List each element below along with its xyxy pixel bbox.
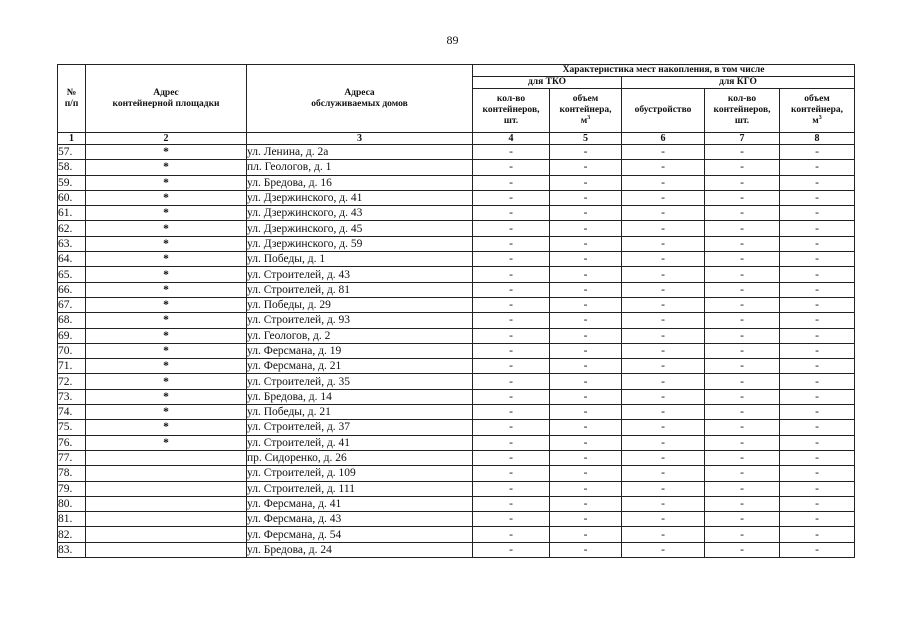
column-number: 4 xyxy=(473,133,550,145)
tko-count-cell: - xyxy=(473,542,550,557)
row-number: 64. xyxy=(58,252,86,267)
kgo-volume-cell: - xyxy=(780,420,855,435)
site-address-cell: * xyxy=(86,420,247,435)
served-address-cell: ул. Ферсмана, д. 41 xyxy=(247,496,473,511)
kgo-volume-cell: - xyxy=(780,374,855,389)
kgo-count-cell: - xyxy=(705,450,780,465)
tko-count-cell: - xyxy=(473,481,550,496)
site-address-cell: * xyxy=(86,160,247,175)
kgo-arrangement-cell: - xyxy=(622,343,705,358)
tko-volume-cell: - xyxy=(550,435,622,450)
tko-count-cell: - xyxy=(473,527,550,542)
kgo-count-cell: - xyxy=(705,359,780,374)
site-address-cell: * xyxy=(86,221,247,236)
kgo-count-cell: - xyxy=(705,206,780,221)
kgo-volume-cell: - xyxy=(780,267,855,282)
tko-count-cell: - xyxy=(473,450,550,465)
tko-volume-cell: - xyxy=(550,405,622,420)
tko-volume-cell: - xyxy=(550,496,622,511)
table-row xyxy=(58,236,855,251)
tko-count-cell: - xyxy=(473,328,550,343)
tko-volume-cell: - xyxy=(550,343,622,358)
tko-count-cell: - xyxy=(473,145,550,160)
tko-count-cell: - xyxy=(473,282,550,297)
kgo-arrangement-cell: - xyxy=(622,512,705,527)
kgo-arrangement-cell: - xyxy=(622,297,705,312)
tko-count-cell: - xyxy=(473,206,550,221)
row-number: 74. xyxy=(58,405,86,420)
kgo-arrangement-cell: - xyxy=(622,282,705,297)
tko-volume-cell: - xyxy=(550,236,622,251)
kgo-count-cell: - xyxy=(705,542,780,557)
served-address-cell: ул. Дзержинского, д. 59 xyxy=(247,236,473,251)
row-number: 78. xyxy=(58,466,86,481)
tko-volume-cell: - xyxy=(550,527,622,542)
table-row xyxy=(58,145,855,160)
site-address-cell xyxy=(86,450,247,465)
tko-volume-cell: - xyxy=(550,206,622,221)
served-address-cell: ул. Бредова, д. 16 xyxy=(247,175,473,190)
kgo-count-cell: - xyxy=(705,190,780,205)
row-number: 76. xyxy=(58,435,86,450)
tko-count-cell: - xyxy=(473,175,550,190)
served-address-cell: ул. Строителей, д. 81 xyxy=(247,282,473,297)
site-address-cell xyxy=(86,466,247,481)
site-address-cell: * xyxy=(86,374,247,389)
site-address-cell: * xyxy=(86,206,247,221)
served-address-cell: ул. Ферсмана, д. 21 xyxy=(247,359,473,374)
row-number: 81. xyxy=(58,512,86,527)
table-row xyxy=(58,297,855,312)
table-row xyxy=(58,374,855,389)
tko-volume-cell: - xyxy=(550,328,622,343)
kgo-volume-cell: - xyxy=(780,389,855,404)
table-row xyxy=(58,420,855,435)
kgo-arrangement-cell: - xyxy=(622,267,705,282)
kgo-volume-cell: - xyxy=(780,206,855,221)
kgo-count-cell: - xyxy=(705,466,780,481)
served-address-cell: ул. Строителей, д. 35 xyxy=(247,374,473,389)
row-number: 79. xyxy=(58,481,86,496)
kgo-arrangement-cell: - xyxy=(622,420,705,435)
kgo-volume-cell: - xyxy=(780,190,855,205)
header-site: Адрес контейнерной площадки xyxy=(86,65,247,133)
served-address-cell: ул. Дзержинского, д. 45 xyxy=(247,221,473,236)
site-address-cell: * xyxy=(86,328,247,343)
site-address-cell xyxy=(86,512,247,527)
tko-count-cell: - xyxy=(473,252,550,267)
table-row xyxy=(58,175,855,190)
table-row xyxy=(58,190,855,205)
kgo-count-cell: - xyxy=(705,328,780,343)
table-row xyxy=(58,343,855,358)
tko-volume-cell: - xyxy=(550,145,622,160)
served-address-cell: ул. Строителей, д. 41 xyxy=(247,435,473,450)
tko-volume-cell: - xyxy=(550,542,622,557)
column-number: 6 xyxy=(622,133,705,145)
tko-count-cell: - xyxy=(473,496,550,511)
kgo-arrangement-cell: - xyxy=(622,190,705,205)
kgo-volume-cell: - xyxy=(780,313,855,328)
table-row xyxy=(58,512,855,527)
row-number: 82. xyxy=(58,527,86,542)
site-address-cell xyxy=(86,542,247,557)
row-number: 80. xyxy=(58,496,86,511)
kgo-count-cell: - xyxy=(705,267,780,282)
row-number: 65. xyxy=(58,267,86,282)
row-number: 59. xyxy=(58,175,86,190)
site-address-cell xyxy=(86,527,247,542)
kgo-arrangement-cell: - xyxy=(622,527,705,542)
table-row xyxy=(58,160,855,175)
row-number: 72. xyxy=(58,374,86,389)
row-number: 66. xyxy=(58,282,86,297)
served-address-cell: пл. Геологов, д. 1 xyxy=(247,160,473,175)
site-address-cell: * xyxy=(86,190,247,205)
row-number: 62. xyxy=(58,221,86,236)
row-number: 63. xyxy=(58,236,86,251)
served-address-cell: ул. Ферсмана, д. 19 xyxy=(247,343,473,358)
table-row xyxy=(58,313,855,328)
kgo-count-cell: - xyxy=(705,236,780,251)
kgo-volume-cell: - xyxy=(780,542,855,557)
tko-volume-cell: - xyxy=(550,466,622,481)
table-row xyxy=(58,435,855,450)
column-number: 2 xyxy=(86,133,247,145)
kgo-count-cell: - xyxy=(705,435,780,450)
kgo-volume-cell: - xyxy=(780,359,855,374)
kgo-count-cell: - xyxy=(705,282,780,297)
site-address-cell: * xyxy=(86,236,247,251)
kgo-volume-cell: - xyxy=(780,328,855,343)
table-row xyxy=(58,542,855,557)
column-number: 3 xyxy=(247,133,473,145)
site-address-cell: * xyxy=(86,359,247,374)
tko-count-cell: - xyxy=(473,374,550,389)
kgo-count-cell: - xyxy=(705,420,780,435)
tko-count-cell: - xyxy=(473,221,550,236)
kgo-arrangement-cell: - xyxy=(622,221,705,236)
kgo-count-cell: - xyxy=(705,160,780,175)
kgo-arrangement-cell: - xyxy=(622,236,705,251)
header-kgo-arrangement: обустройство xyxy=(622,89,705,133)
site-address-cell: * xyxy=(86,252,247,267)
kgo-volume-cell: - xyxy=(780,252,855,267)
served-address-cell: ул. Победы, д. 1 xyxy=(247,252,473,267)
site-address-cell: * xyxy=(86,145,247,160)
tko-count-cell: - xyxy=(473,512,550,527)
kgo-count-cell: - xyxy=(705,374,780,389)
row-number: 83. xyxy=(58,542,86,557)
kgo-volume-cell: - xyxy=(780,282,855,297)
containers-table xyxy=(57,64,855,558)
tko-volume-cell: - xyxy=(550,512,622,527)
tko-volume-cell: - xyxy=(550,267,622,282)
kgo-arrangement-cell: - xyxy=(622,542,705,557)
kgo-volume-cell: - xyxy=(780,527,855,542)
header-kgo-count: кол-во контейнеров, шт. xyxy=(705,89,780,133)
kgo-count-cell: - xyxy=(705,175,780,190)
kgo-arrangement-cell: - xyxy=(622,160,705,175)
kgo-count-cell: - xyxy=(705,221,780,236)
kgo-volume-cell: - xyxy=(780,435,855,450)
kgo-volume-cell: - xyxy=(780,481,855,496)
site-address-cell: * xyxy=(86,405,247,420)
tko-count-cell: - xyxy=(473,190,550,205)
tko-count-cell: - xyxy=(473,359,550,374)
tko-volume-cell: - xyxy=(550,297,622,312)
table-row xyxy=(58,389,855,404)
tko-volume-cell: - xyxy=(550,359,622,374)
served-address-cell: ул. Бредова, д. 14 xyxy=(247,389,473,404)
table-row xyxy=(58,206,855,221)
tko-volume-cell: - xyxy=(550,160,622,175)
table-row xyxy=(58,359,855,374)
row-number: 68. xyxy=(58,313,86,328)
kgo-arrangement-cell: - xyxy=(622,466,705,481)
tko-volume-cell: - xyxy=(550,221,622,236)
header-num: № п/п xyxy=(58,65,86,133)
site-address-cell: * xyxy=(86,435,247,450)
kgo-count-cell: - xyxy=(705,527,780,542)
table-row xyxy=(58,466,855,481)
kgo-volume-cell: - xyxy=(780,466,855,481)
tko-count-cell: - xyxy=(473,435,550,450)
served-address-cell: ул. Победы, д. 21 xyxy=(247,405,473,420)
tko-count-cell: - xyxy=(473,267,550,282)
served-address-cell: ул. Геологов, д. 2 xyxy=(247,328,473,343)
table-row xyxy=(58,527,855,542)
tko-count-cell: - xyxy=(473,297,550,312)
kgo-arrangement-cell: - xyxy=(622,496,705,511)
site-address-cell: * xyxy=(86,313,247,328)
served-address-cell: ул. Дзержинского, д. 43 xyxy=(247,206,473,221)
site-address-cell: * xyxy=(86,175,247,190)
tko-count-cell: - xyxy=(473,313,550,328)
kgo-volume-cell: - xyxy=(780,236,855,251)
tko-volume-cell: - xyxy=(550,313,622,328)
kgo-arrangement-cell: - xyxy=(622,359,705,374)
header-tko: для ТКО xyxy=(473,77,622,89)
table-row xyxy=(58,282,855,297)
kgo-count-cell: - xyxy=(705,512,780,527)
table-row xyxy=(58,496,855,511)
tko-count-cell: - xyxy=(473,466,550,481)
row-number: 67. xyxy=(58,297,86,312)
kgo-volume-cell: - xyxy=(780,496,855,511)
tko-count-cell: - xyxy=(473,343,550,358)
kgo-arrangement-cell: - xyxy=(622,252,705,267)
table-row xyxy=(58,405,855,420)
kgo-count-cell: - xyxy=(705,343,780,358)
table-row xyxy=(58,252,855,267)
kgo-arrangement-cell: - xyxy=(622,145,705,160)
row-number: 75. xyxy=(58,420,86,435)
served-address-cell: ул. Строителей, д. 43 xyxy=(247,267,473,282)
row-number: 69. xyxy=(58,328,86,343)
kgo-volume-cell: - xyxy=(780,160,855,175)
page-number: 89 xyxy=(446,33,459,47)
row-number: 77. xyxy=(58,450,86,465)
tko-count-cell: - xyxy=(473,236,550,251)
row-number: 70. xyxy=(58,343,86,358)
kgo-arrangement-cell: - xyxy=(622,175,705,190)
tko-volume-cell: - xyxy=(550,420,622,435)
served-address-cell: ул. Строителей, д. 111 xyxy=(247,481,473,496)
kgo-volume-cell: - xyxy=(780,145,855,160)
tko-count-cell: - xyxy=(473,160,550,175)
tko-count-cell: - xyxy=(473,405,550,420)
table-row xyxy=(58,221,855,236)
header-tko-volume: объем контейнера, $м^3$ xyxy=(550,89,622,133)
row-number: 57. xyxy=(58,145,86,160)
tko-count-cell: - xyxy=(473,389,550,404)
served-address-cell: ул. Ферсмана, д. 54 xyxy=(247,527,473,542)
site-address-cell: * xyxy=(86,297,247,312)
header-kgo-volume: объем контейнера, $м^3$ xyxy=(780,89,855,133)
column-number: 7 xyxy=(705,133,780,145)
served-address-cell: ул. Строителей, д. 37 xyxy=(247,420,473,435)
table-row xyxy=(58,450,855,465)
tko-volume-cell: - xyxy=(550,175,622,190)
site-address-cell xyxy=(86,481,247,496)
tko-volume-cell: - xyxy=(550,252,622,267)
tko-count-cell: - xyxy=(473,420,550,435)
kgo-count-cell: - xyxy=(705,252,780,267)
row-number: 58. xyxy=(58,160,86,175)
header-kgo: для КГО xyxy=(622,77,855,89)
kgo-arrangement-cell: - xyxy=(622,405,705,420)
kgo-arrangement-cell: - xyxy=(622,450,705,465)
column-numbers-row xyxy=(58,133,855,145)
row-number: 73. xyxy=(58,389,86,404)
served-address-cell: ул. Строителей, д. 93 xyxy=(247,313,473,328)
kgo-volume-cell: - xyxy=(780,343,855,358)
tko-volume-cell: - xyxy=(550,374,622,389)
tko-volume-cell: - xyxy=(550,450,622,465)
tko-volume-cell: - xyxy=(550,389,622,404)
table-row xyxy=(58,267,855,282)
column-number: 1 xyxy=(58,133,86,145)
site-address-cell: * xyxy=(86,282,247,297)
table-row xyxy=(58,328,855,343)
served-address-cell: пр. Сидоренко, д. 26 xyxy=(247,450,473,465)
site-address-cell: * xyxy=(86,389,247,404)
table-row xyxy=(58,481,855,496)
kgo-volume-cell: - xyxy=(780,450,855,465)
kgo-count-cell: - xyxy=(705,389,780,404)
kgo-volume-cell: - xyxy=(780,221,855,236)
row-number: 71. xyxy=(58,359,86,374)
tko-volume-cell: - xyxy=(550,190,622,205)
header-tko-count: кол-во контейнеров, шт. xyxy=(473,89,550,133)
kgo-arrangement-cell: - xyxy=(622,328,705,343)
header-group: Характеристика мест накопления, в том числе xyxy=(473,65,855,77)
kgo-arrangement-cell: - xyxy=(622,313,705,328)
kgo-volume-cell: - xyxy=(780,512,855,527)
column-number: 5 xyxy=(550,133,622,145)
served-address-cell: ул. Победы, д. 29 xyxy=(247,297,473,312)
site-address-cell xyxy=(86,496,247,511)
kgo-count-cell: - xyxy=(705,313,780,328)
served-address-cell: ул. Бредова, д. 24 xyxy=(247,542,473,557)
served-address-cell: ул. Ферсмана, д. 43 xyxy=(247,512,473,527)
kgo-count-cell: - xyxy=(705,145,780,160)
column-number: 8 xyxy=(780,133,855,145)
kgo-arrangement-cell: - xyxy=(622,389,705,404)
kgo-count-cell: - xyxy=(705,297,780,312)
kgo-count-cell: - xyxy=(705,496,780,511)
served-address-cell: ул. Дзержинского, д. 41 xyxy=(247,190,473,205)
site-address-cell: * xyxy=(86,267,247,282)
row-number: 61. xyxy=(58,206,86,221)
tko-volume-cell: - xyxy=(550,481,622,496)
served-address-cell: ул. Ленина, д. 2а xyxy=(247,145,473,160)
kgo-arrangement-cell: - xyxy=(622,481,705,496)
kgo-count-cell: - xyxy=(705,405,780,420)
kgo-arrangement-cell: - xyxy=(622,206,705,221)
kgo-volume-cell: - xyxy=(780,297,855,312)
header-homes: Адреса обслуживаемых домов xyxy=(247,65,473,133)
served-address-cell: ул. Строителей, д. 109 xyxy=(247,466,473,481)
kgo-arrangement-cell: - xyxy=(622,435,705,450)
kgo-arrangement-cell: - xyxy=(622,374,705,389)
tko-volume-cell: - xyxy=(550,282,622,297)
kgo-volume-cell: - xyxy=(780,405,855,420)
kgo-volume-cell: - xyxy=(780,175,855,190)
row-number: 60. xyxy=(58,190,86,205)
site-address-cell: * xyxy=(86,343,247,358)
kgo-count-cell: - xyxy=(705,481,780,496)
